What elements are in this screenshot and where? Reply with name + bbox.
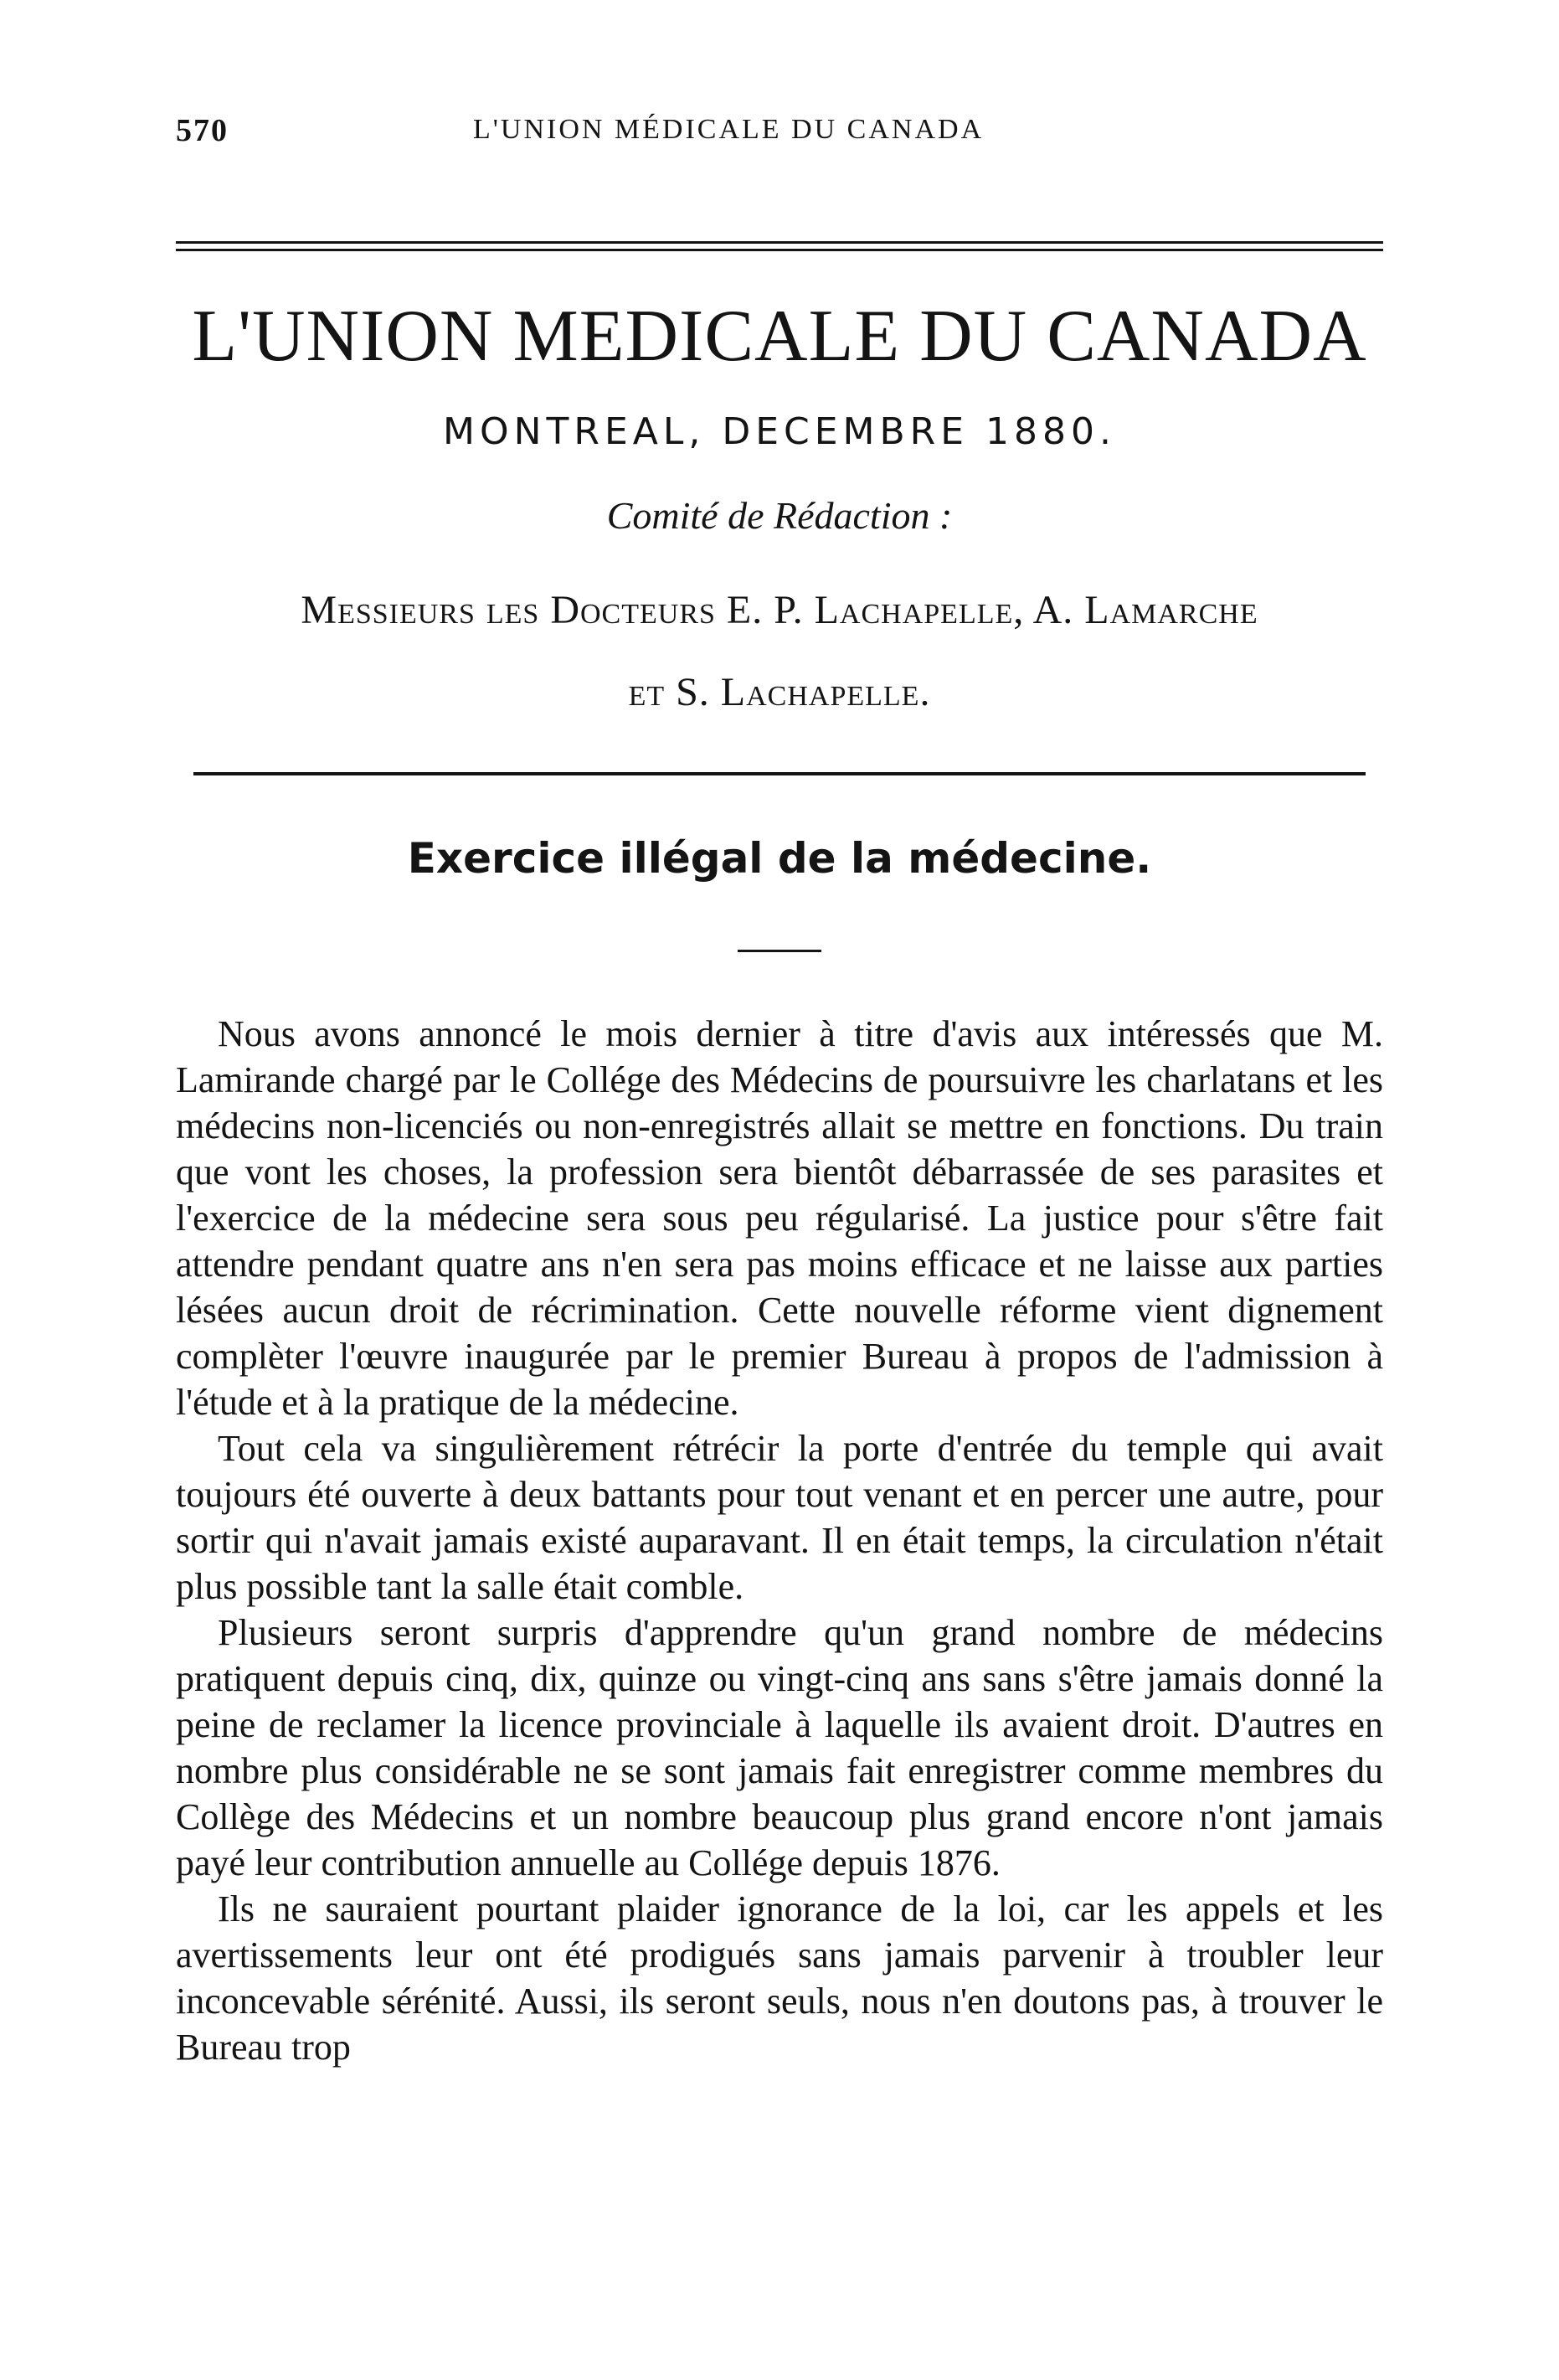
title-separator <box>738 950 821 952</box>
article-title: Exercice illégal de la médecine. <box>407 834 1152 883</box>
masthead-title: L'UNION MEDICALE DU CANADA <box>192 296 1367 377</box>
page-number: 570 <box>176 113 229 148</box>
masthead-double-rule <box>176 241 1383 251</box>
paragraph: Nous avons annoncé le mois dernier à titre d'avis aux intéressés que M. Lamirande chargé par le Collége des Médecins de poursuivre les charlatans et les médecins non-licenciés ou non-enregistrés allait se mettre en fonctions. Du train que vont les choses, la profession sera bientôt débarrassée de ses parasites et l'exercice de la médecine sera sous peu régularisé. La justice pour s'être fait attendre pendant quatre ans n'en sera pas moins efficace et ne laisse aux parties lésées aucun droit de récrimination. Cette nouvelle réforme vient dignement complèter l'œuvre inaugurée par le premier Bureau à propos de l'admission à l'étude et à la pratique de la médecine. <box>176 1013 1383 1423</box>
journal-page <box>176 100 1383 2070</box>
committee-line: et S. Lachapelle. <box>628 670 931 714</box>
running-head <box>176 100 1383 151</box>
paragraph: Tout cela va singulièrement rétrécir la porte d'entrée du temple qui avait toujours été ouverte à deux battants pour tout venant et en percer une autre, pour sortir qui n'avait jamais existé auparavant. Il en était temps, la circulation n'était plus possible tant la salle était comble. <box>176 1428 1383 1607</box>
section-rule <box>193 772 1366 775</box>
paragraph: Ils ne sauraient pourtant plaider ignorance de la loi, car les appels et les avertissements leur ont été prodigués sans jamais parvenir à troubler leur inconcevable sérénité. Aussi, ils seront seuls, nous n'en doutons pas, à trouver le Bureau trop <box>176 1888 1383 2068</box>
committee-heading: Comité de Rédaction : <box>606 494 953 537</box>
committee-members <box>176 569 1383 734</box>
article-body <box>176 1011 1383 2070</box>
paragraph: Plusieurs seront surpris d'apprendre qu'un grand nombre de médecins pratiquent depuis cinq, dix, quinze ou vingt-cinq ans sans s'être jamais donné la peine de reclamer la licence provinciale à laquelle ils avaient droit. D'autres en nombre plus considérable ne se sont jamais fait enregistrer comme membres du Collège des Médecins et un nombre beaucoup plus grand encore n'ont jamais payé leur contribution annuelle au Collége depuis 1876. <box>176 1612 1383 1883</box>
running-title: L'UNION MÉDICALE DU CANADA <box>473 114 985 145</box>
committee-line: Messieurs les Docteurs E. P. Lachapelle, A. Lamarche <box>301 588 1258 632</box>
masthead-dateline: MONTREAL, DECEMBRE 1880. <box>442 410 1117 453</box>
